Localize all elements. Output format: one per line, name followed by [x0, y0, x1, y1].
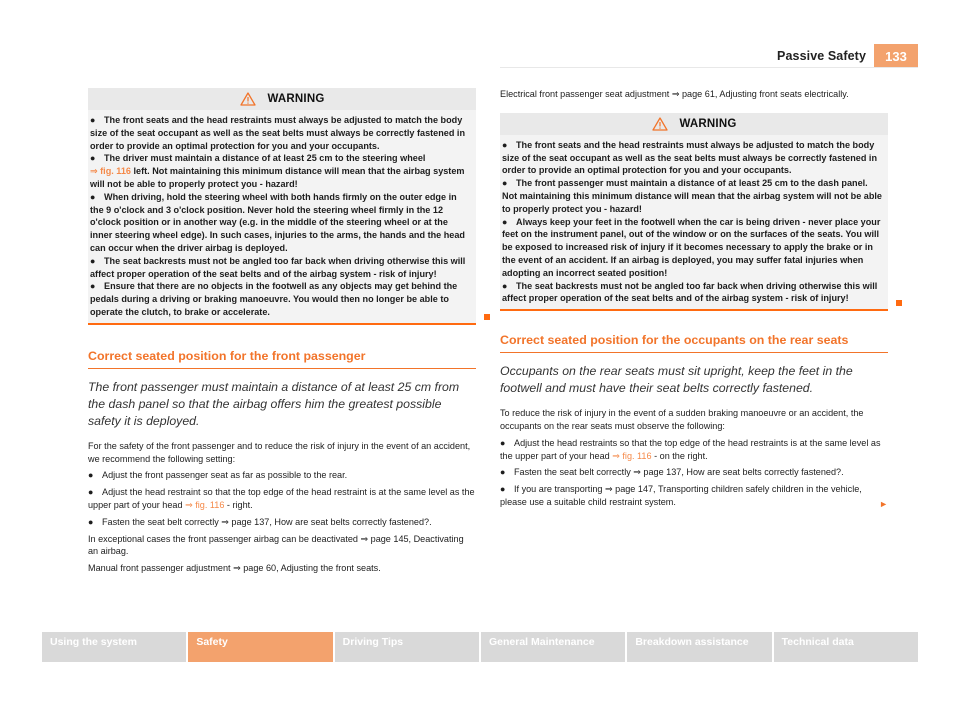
tab-driving-tips[interactable]: Driving Tips — [335, 632, 479, 662]
warning-item: ● The front seats and the head restraints must always be adjusted to match the body size of the seat occupant as well as the seat belts must always be correctly fastened in order to provide an optimal protection for you and your occupants. — [502, 139, 878, 176]
warning-item: ● Ensure that there are no objects in the footwell as any objects may get behind the pedals during a driving or braking manoeuvre. You would then no longer be able to operate the clutch, to brake or accelerate. — [90, 281, 458, 317]
warning-item: ● Always keep your feet in the footwell when the car is being driven - never place your feet on the instrument panel, out of the window or on the surfaces of the seats. You will be exposed to increased risk of injury if it becomes necessary to apply the brake or in the event of an accident. If an airbag is deployed, you may suffer fatal injuries when adopting an incorrect seated position! — [502, 216, 881, 278]
page-header — [777, 44, 918, 68]
section-intro: Occupants on the rear seats must sit upright, keep the feet in the footwell and must have their seat belts correctly fastened. — [500, 364, 853, 396]
paragraph: Manual front passenger adjustment ⇒ page 60, Adjusting the front seats. — [88, 563, 381, 574]
warning-box-left — [88, 88, 476, 325]
paragraph: For the safety of the front passenger and to reduce the risk of injury in the event of an accident, we recommend the following setting: — [88, 440, 471, 464]
warning-triangle-icon — [652, 117, 668, 131]
list-item: ● Adjust the head restraints so that the top edge of the head restraints is at the same level as the upper part of your head ⇒ fig. 116 - on the right. — [500, 437, 881, 461]
warning-box-right — [500, 113, 888, 311]
warning-item: ● The front passenger must maintain a distance of at least 25 cm to the dash panel. Not maintaining this minimum distance will mean that the airbag system will not be able to properly protect you - hazard! — [502, 178, 882, 214]
paragraph: Electrical front passenger seat adjustment ⇒ page 61, Adjusting front seats electrically. — [500, 89, 849, 99]
tab-breakdown-assistance[interactable]: Breakdown assistance — [627, 632, 771, 662]
header-divider — [500, 67, 918, 68]
fig-link[interactable]: ⇒ fig. 116 — [612, 450, 652, 461]
warning-item: ● The seat backrests must not be angled too far back when driving otherwise this will affect proper operation of the seat belts and of the airbag system - risk of injury! — [90, 255, 466, 279]
left-column — [88, 88, 476, 579]
page-number: 133 — [874, 44, 918, 68]
warning-end-marker — [484, 314, 490, 320]
warning-body — [88, 110, 476, 323]
warning-triangle-icon — [240, 92, 256, 106]
fig-link[interactable]: ⇒ fig. 116 — [185, 499, 225, 510]
tab-safety[interactable]: Safety — [188, 632, 332, 662]
warning-item: ● The seat backrests must not be angled too far back when driving otherwise this will affect proper operation of the seat belts and of the airbag system - risk of injury! — [502, 280, 878, 304]
warning-item: ● The driver must maintain a distance of at least 25 cm to the steering wheel ⇒ fig. 116 left. Not maintaining this minimum distance will mean that the airbag system will not be able to properly protect you - hazard! — [90, 153, 465, 189]
continue-arrow-icon: ► — [879, 498, 888, 509]
warning-item: ● When driving, hold the steering wheel with both hands firmly on the outer edge in the 9 o'clock and 3 o'clock position. Never hold the steering wheel firmly in the 12 o'clock position or in another way (e.g. in the middle of the steering wheel or at the inner steering wheel edge). In such cases, injuries to the arms, the hands and the head can occur when the driver airbag is deployed. — [90, 191, 465, 253]
fig-link[interactable]: ⇒ fig. 116 — [90, 166, 131, 177]
section-title: Correct seated position for the front passenger — [88, 349, 476, 369]
list-item: ● Adjust the head restraint so that the top edge of the head restraint is at the same level as the upper part of your head ⇒ fig. 116 - right. — [88, 487, 475, 510]
list-item: ● Adjust the front passenger seat as far as possible to the rear. — [88, 470, 348, 481]
list-item: ● If you are transporting ⇒ page 147, Transporting children safely children in the vehicle, please use a suitable child restraint system. ► — [500, 484, 888, 509]
warning-body — [500, 135, 888, 309]
warning-item: ● The front seats and the head restraints must always be adjusted to match the body size of the seat occupant as well as the seat belts must always be correctly fastened in order to provide an optimal protection for you and your occupants. — [90, 115, 466, 151]
list-item: ● Fasten the seat belt correctly ⇒ page 137, How are seat belts correctly fastened?. — [500, 467, 844, 478]
warning-title: WARNING — [267, 93, 325, 105]
warning-header — [500, 113, 888, 135]
warning-header — [88, 88, 476, 110]
tab-using-the-system[interactable]: Using the system — [42, 632, 186, 662]
list-item: ● Fasten the seat belt correctly ⇒ page 137, How are seat belts correctly fastened?. — [88, 516, 432, 527]
header-title: Passive Safety — [777, 49, 866, 63]
tab-technical-data[interactable]: Technical data — [774, 632, 918, 662]
section-title: Correct seated position for the occupants on the rear seats — [500, 333, 888, 353]
right-column — [500, 88, 888, 513]
paragraph: In exceptional cases the front passenger airbag can be deactivated ⇒ page 145, Deactivating an airbag. — [88, 533, 464, 557]
warning-end-marker — [896, 300, 902, 306]
warning-title: WARNING — [679, 117, 737, 130]
section-intro: The front passenger must maintain a distance of at least 25 cm from the dash panel so that the airbag offers him the greatest possible safety it is deployed. — [88, 379, 460, 428]
footer-nav — [42, 632, 918, 662]
paragraph: To reduce the risk of injury in the event of a sudden braking manoeuvre or an accident, the occupants on the rear seats must observe the following: — [500, 408, 864, 431]
tab-general-maintenance[interactable]: General Maintenance — [481, 632, 625, 662]
